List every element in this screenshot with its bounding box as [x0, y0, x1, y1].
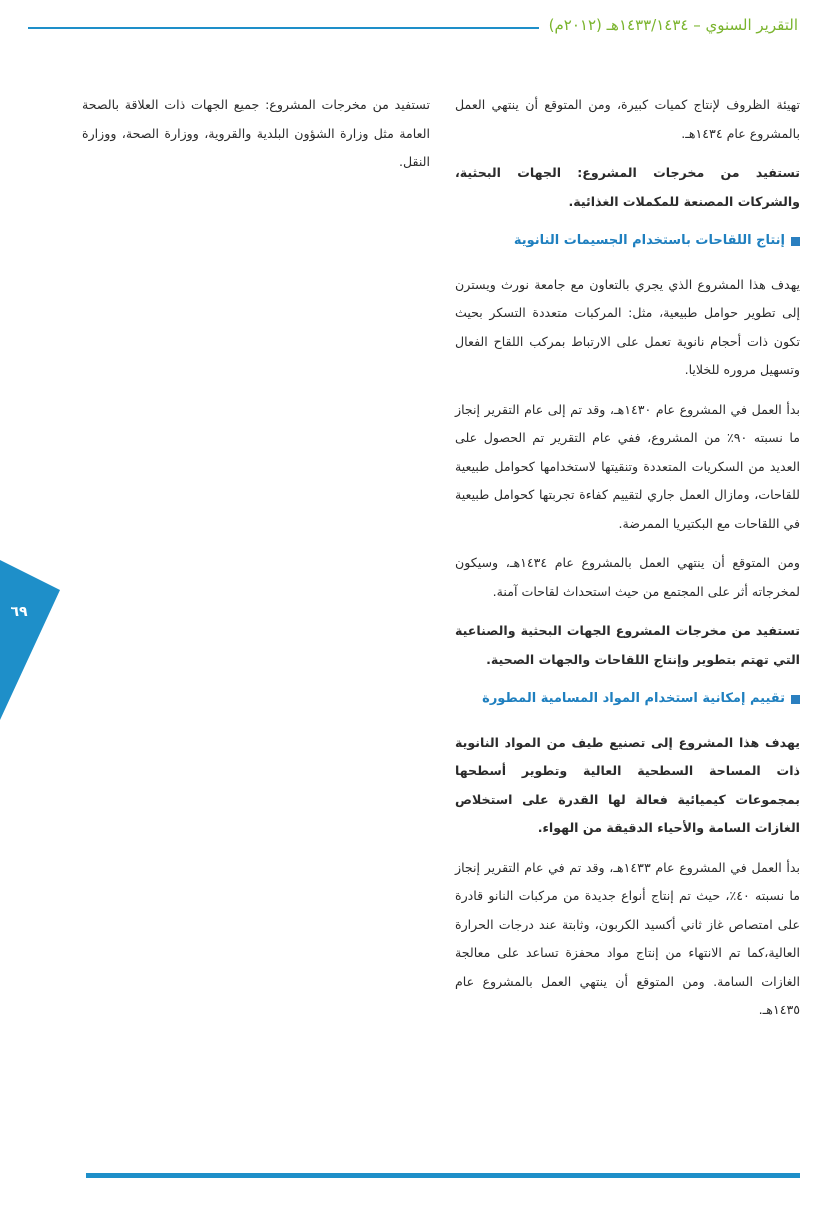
paragraph-beneficiaries: تستفيد من مخرجات المشروع: الجهات البحثية، والشركات المصنعة للمكملات الغذائية. [455, 165, 800, 209]
paragraph: يهدف هذا المشروع الذي يجري بالتعاون مع جامعة نورث ويسترن إلى تطوير حوامل طبيعية، مثل: المركبات متعددة التسكر بحيث تكون ذات أحجام نانوية تعمل على الارتباط بمركب اللقاح الفعال وتسهيل مروره للخلايا. [455, 276, 800, 377]
paragraph-beneficiaries: تستفيد من مخرجات المشروع الجهات البحثية والصناعية التي تهتم بتطوير وإنتاج اللقاحات والجهات الصحية. [455, 623, 800, 667]
header-title: التقرير السنوي – ١٤٣٣/١٤٣٤هـ (٢٠١٢م) [548, 16, 798, 34]
section-heading-vaccines [455, 227, 800, 256]
square-bullet-icon [791, 695, 800, 704]
right-column [455, 91, 800, 1036]
footer-rule [86, 1173, 800, 1178]
page-header [28, 8, 798, 42]
header-rule [28, 27, 539, 29]
paragraph: يهدف هذا المشروع إلى تصنيع طيف من المواد النانوية ذات المساحة السطحية العالية وتطوير أسطحها بمجموعات كيميائية فعالة لها القدرة على استخلاص الغازات السامة والأحياء الدقيقة من الهواء. [455, 734, 800, 835]
paragraph: ومن المتوقع أن ينتهي العمل بالمشروع عام ١٤٣٤هـ، وسيكون لمخرجاته أثر على المجتمع من حيث استحداث لقاحات آمنة. [455, 555, 800, 599]
paragraph: تستفيد من مخرجات المشروع: جميع الجهات ذات العلاقة بالصحة العامة مثل وزارة الشؤون البلدية والقروية، ووزارة الصحة، ووزارة النقل. [82, 97, 430, 169]
section-heading-text: إنتاج اللقاحات باستخدام الجسيمات النانوية [513, 233, 785, 248]
left-column [82, 91, 430, 188]
page-number-tab [0, 560, 60, 720]
section-heading-text: تقييم إمكانية استخدام المواد المسامية المطورة [482, 691, 785, 706]
paragraph: بدأ العمل في المشروع عام ١٤٣٠هـ، وقد تم إلى عام التقرير إنجاز ما نسبته ٩٠٪ من المشروع، ففي عام التقرير تم الحصول على العديد من السكريات المتعددة وتنقيتها لاستخدامها كحوامل طبيعية للقاحات، ومازال العمل جاري لتقييم كفاءة تجربتها كحوامل طبيعية في اللقاحات مع البكتيريا الممرضة. [455, 401, 801, 531]
section-heading-porous-materials [455, 685, 800, 714]
page-number: ٦٩ [10, 604, 28, 620]
square-bullet-icon [791, 237, 800, 246]
paragraph: بدأ العمل في المشروع عام ١٤٣٣هـ، وقد تم في عام التقرير إنجاز ما نسبته ٤٠٪، حيث تم إنتاج أنواع جديدة من مركبات النانو قادرة على امتصاص غاز ثاني أكسيد الكربون، وثابتة عند درجات الحرارة العالية،كما تم الانتهاء من إنتاج مواد محفزة تساعد على معالجة الغازات السامة. ومن المتوقع أن ينتهي العمل بالمشروع عام ١٤٣٥هـ. [455, 859, 800, 1017]
paragraph: تهيئة الظروف لإنتاج كميات كبيرة، ومن المتوقع أن ينتهي العمل بالمشروع عام ١٤٣٤هـ. [455, 97, 800, 141]
